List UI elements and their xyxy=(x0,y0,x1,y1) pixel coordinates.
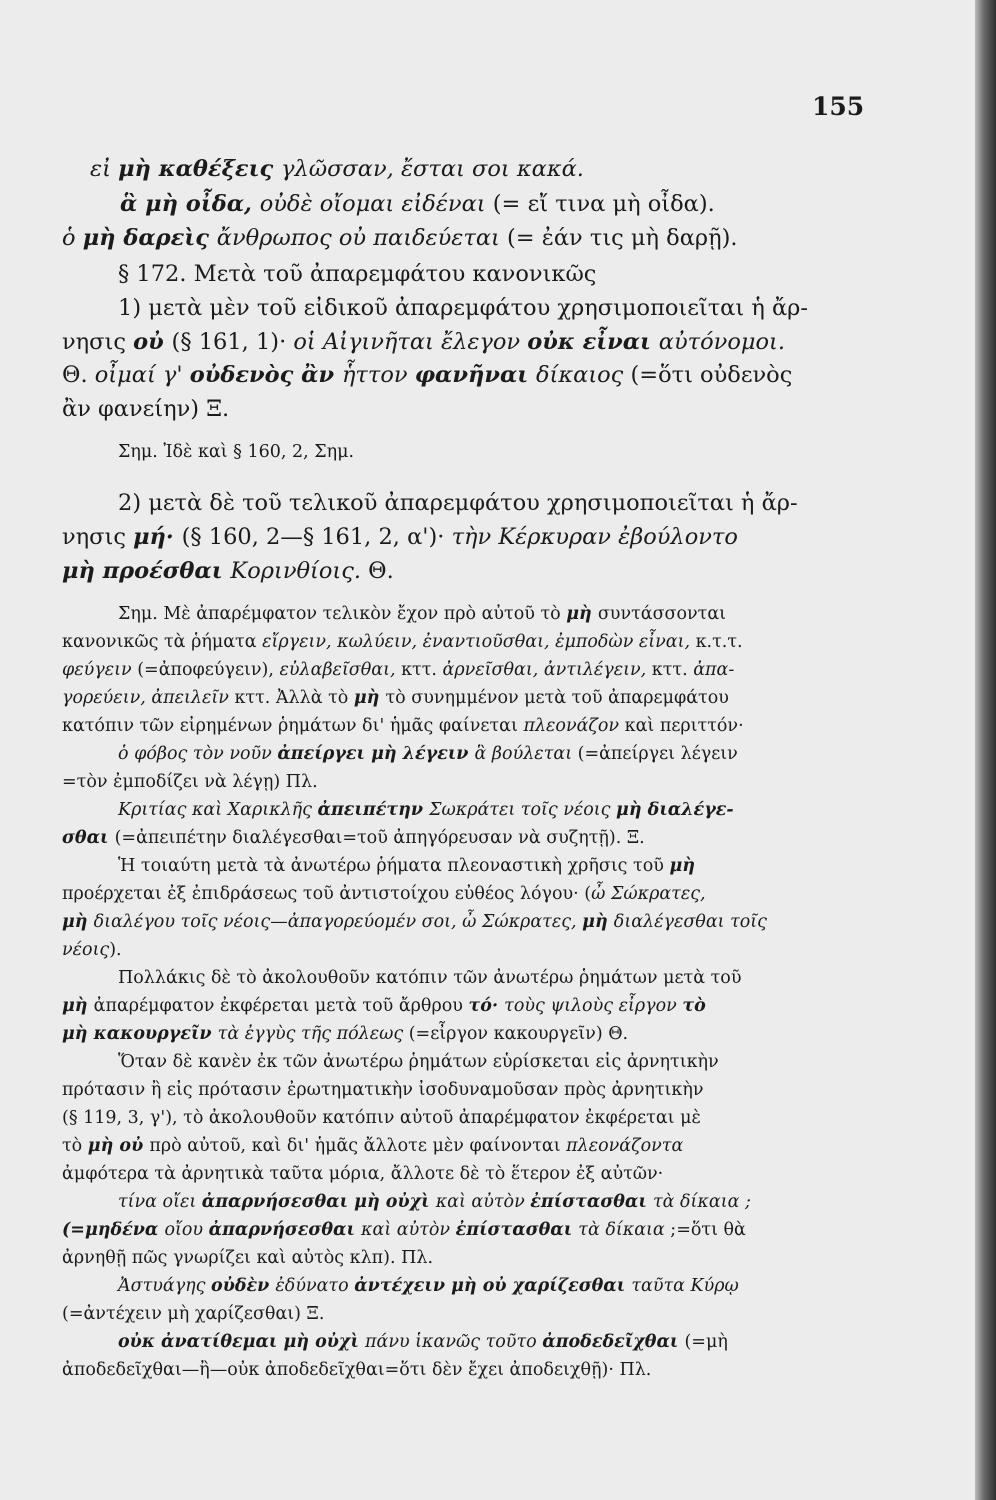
text-span: Σημ. Ἰδὲ καὶ § 160, 2, Σημ. xyxy=(118,442,355,462)
text-span: § 172. Μετὰ τοῦ ἀπαρεμφάτου κανονικῶς xyxy=(118,261,597,287)
text-span: Πολλάκις δὲ τὸ ἀκολουθοῦν κατόπιν τῶν ἀνωτέρω ῥημάτων μετὰ τοῦ xyxy=(118,968,742,988)
text-span: ὁ xyxy=(62,225,83,251)
text-line xyxy=(62,828,645,848)
text-span: καὶ περιττόν· xyxy=(624,716,744,736)
text-span: ἀποδεδεῖχθαι—ἢ—οὐκ ἀποδεδεῖχθαι=ὅτι δὲν ἔχει ἀποδειχθῇ)· Πλ. xyxy=(62,1360,652,1380)
text-span: (=ἀπείργει λέγειν xyxy=(577,744,738,764)
text-line xyxy=(62,772,318,792)
text-span: μὴ xyxy=(62,996,94,1016)
text-span: ἐδύνατο xyxy=(275,1276,355,1296)
text-span: εἴργειν, κωλύειν, ἐναντιοῦσθαι, ἐμποδὼν εἶναι, xyxy=(262,632,696,652)
text-span: οὐ xyxy=(133,329,172,355)
text-span: πλεονάζον xyxy=(523,716,625,736)
text-span: τό· xyxy=(468,996,505,1016)
text-span: ἐπίστασθαι xyxy=(455,1220,579,1240)
text-span: Κριτίας καὶ Χαρικλῆς xyxy=(118,800,318,820)
text-span: ;=ὅτι θὰ xyxy=(670,1220,746,1240)
text-span: κ.τ.τ. xyxy=(695,632,743,652)
text-line xyxy=(62,329,785,355)
text-span: Θ. xyxy=(62,362,95,388)
text-line xyxy=(118,1276,739,1296)
text-span: (§ 161, 1)· xyxy=(171,329,294,355)
text-line xyxy=(62,660,734,680)
text-span: ἀπαρέμφατον ἐκφέρεται μετὰ τοῦ ἄρθρου xyxy=(93,996,469,1016)
text-span: τὰ δίκαια ; xyxy=(652,1192,751,1212)
text-line xyxy=(62,1164,663,1184)
text-span: μὴ xyxy=(62,912,94,932)
text-line xyxy=(62,396,229,422)
text-span: πρὸ αὐτοῦ, καὶ δι' ἡμᾶς ἄλλοτε μὲν φαίνονται xyxy=(149,1136,567,1156)
text-span: τὸ xyxy=(682,996,706,1016)
text-line xyxy=(62,996,706,1016)
text-span: τὴν Κέρκυραν ἐβούλοντο xyxy=(451,524,738,550)
text-span: τὰ δίκαια xyxy=(578,1220,671,1240)
text-span: Σημ. Μὲ ἀπαρέμφατον τελικὸν ἔχον πρὸ αὐτοῦ τὸ xyxy=(118,604,567,624)
text-span: καὶ αὐτὸν xyxy=(361,1220,456,1240)
text-line xyxy=(62,558,394,584)
text-span: κανονικῶς τὰ ῥήματα xyxy=(62,632,263,652)
text-line xyxy=(118,1192,751,1212)
text-line xyxy=(62,1080,703,1100)
text-line xyxy=(62,524,738,550)
text-span: πλεονάζοντα xyxy=(566,1136,684,1156)
page-edge-shadow xyxy=(975,0,996,1500)
text-span: (= ἐάν τις μὴ δαρῇ). xyxy=(507,225,738,251)
text-span: (=ἀποφεύγειν), xyxy=(137,660,280,680)
text-line xyxy=(118,1332,728,1352)
text-span: ἀπαρνήσεσθαι μὴ οὐχὶ xyxy=(201,1192,436,1212)
text-span: (§ 119, 3, γ'), τὸ ἀκολουθοῦν κατόπιν αὐτοῦ ἀπαρέμφατον ἐκφέρεται μὲ xyxy=(62,1108,701,1128)
text-span: διαλέγου τοῖς νέοις—ἀπαγορεύομέν σοι, ὦ Σώκρατες, xyxy=(93,912,583,932)
text-line xyxy=(118,800,734,820)
text-span: ἃ μὴ οἶδα, xyxy=(120,191,260,217)
text-span: νέοις xyxy=(62,940,110,960)
text-span: (=μηδένα xyxy=(62,1220,165,1240)
text-line xyxy=(62,632,743,652)
text-span: (=μὴ xyxy=(684,1332,728,1352)
text-span: μὴ δαρεὶς xyxy=(82,225,217,251)
text-span: (=ἀπειπέτην διαλέγεσθαι=τοῦ ἀπηγόρευσαν νὰ συζητῇ). Ξ. xyxy=(114,828,645,848)
text-line xyxy=(62,1304,324,1324)
text-line xyxy=(118,1052,719,1072)
text-span: ἀπειπέτην xyxy=(317,800,430,820)
text-span: δίκαιος xyxy=(536,362,631,388)
text-span: Ἀστυάγης xyxy=(118,1276,212,1296)
text-span: ἃ βούλεται xyxy=(474,744,578,764)
text-span: μὴ xyxy=(582,912,614,932)
text-span: μὴ xyxy=(669,856,696,876)
text-span: ἧττον xyxy=(341,362,415,388)
text-span: (=ὅτι οὐδενὸς xyxy=(630,362,793,388)
text-span: μὴ xyxy=(566,604,598,624)
text-line xyxy=(120,191,715,217)
text-line xyxy=(62,1136,683,1156)
text-span: μὴ xyxy=(353,688,386,708)
text-span: τὸ συνημμένον μετὰ τοῦ ἀπαρεμφάτου xyxy=(385,688,729,708)
text-line xyxy=(62,884,706,904)
text-span: ταῦτα Κύρῳ xyxy=(631,1276,739,1296)
text-span: Ἡ τοιαύτη μετὰ τὰ ἀνωτέρω ῥήματα πλεοναστικὴ χρῆσις τοῦ xyxy=(118,856,670,876)
text-span: προέρχεται ἐξ ἐπιδράσεως τοῦ ἀντιστοίχου εὐθέος λόγου· ( xyxy=(62,884,592,904)
text-line xyxy=(118,856,695,876)
text-line xyxy=(62,1220,746,1240)
text-span: οἶμαί γ' xyxy=(94,362,190,388)
text-span: οἱ Αἰγινῆται ἔλεγον xyxy=(293,329,528,355)
text-span: ὁ φόβος τὸν νοῦν xyxy=(118,744,278,764)
text-span: κττ. Ἀλλὰ τὸ xyxy=(234,688,354,708)
text-span: ἐπίστασθαι xyxy=(530,1192,653,1212)
text-span: μή· xyxy=(133,524,182,550)
text-line xyxy=(62,940,122,960)
text-span: συντάσσονται xyxy=(597,604,727,624)
text-span: (= εἴ τινα μὴ οἶδα). xyxy=(492,191,715,217)
text-span: πάνυ ἱκανῶς τοῦτο xyxy=(365,1332,543,1352)
text-span: Κορινθίοις. xyxy=(230,558,369,584)
text-span: (=εἶργον κακουργεῖν) Θ. xyxy=(408,1024,629,1044)
text-span: φανῆναι xyxy=(414,362,536,388)
text-span: νησις xyxy=(62,329,134,355)
text-span: ἀρνεῖσθαι, ἀντιλέγειν, xyxy=(442,660,652,680)
text-span: τίνα οἴει xyxy=(118,1192,202,1212)
text-span: ἀντέχειν μὴ οὐ χαρίζεσθαι xyxy=(354,1276,632,1296)
text-span: μὴ διαλέγε- xyxy=(616,800,734,820)
text-span: κττ. xyxy=(651,660,694,680)
text-line xyxy=(118,261,596,287)
page-number: 155 xyxy=(812,92,865,121)
text-span: οὐδὲν xyxy=(211,1276,276,1296)
text-span: ἂν φανείην) Ξ. xyxy=(62,396,230,422)
text-span: καὶ αὐτὸν xyxy=(435,1192,531,1212)
text-span: οὐκ εἶναι xyxy=(527,329,659,355)
text-span: 2) μετὰ δὲ τοῦ τελικοῦ ἀπαρεμφάτου χρησιμοποιεῖται ἡ ἄρ- xyxy=(118,490,798,516)
text-span: αὐτόνομοι. xyxy=(658,329,786,355)
text-line xyxy=(118,744,738,764)
text-line xyxy=(62,1360,651,1380)
text-span: Σωκράτει τοῖς νέοις xyxy=(429,800,617,820)
text-span: διαλέγεσθαι τοῖς xyxy=(613,912,767,932)
text-span: (=ἀντέχειν μὴ χαρίζεσθαι) Ξ. xyxy=(62,1304,325,1324)
text-span: οὐδὲ οἴομαι εἰδέναι xyxy=(259,191,493,217)
text-span: ὦ Σώκρατες, xyxy=(591,884,706,904)
text-span: Ὅταν δὲ κανὲν ἐκ τῶν ἀνωτέρω ῥημάτων εὑρίσκεται εἰς ἀρνητικὴν xyxy=(118,1052,719,1072)
text-span: πρότασιν ἢ εἰς πρότασιν ἐρωτηματικὴν ἰσοδυναμοῦσαν πρὸς ἀρνητικὴν xyxy=(62,1080,704,1100)
text-span: ἀμφότερα τὰ ἀρνητικὰ ταῦτα μόρια, ἄλλοτε δὲ τὸ ἕτερον ἐξ αὐτῶν· xyxy=(62,1164,664,1184)
text-span: εὐλαβεῖσθαι, xyxy=(279,660,402,680)
text-line xyxy=(62,1248,433,1268)
text-span: ἀρνηθῇ πῶς γνωρίζει καὶ αὐτὸς κλπ). Πλ. xyxy=(62,1248,434,1268)
text-line xyxy=(118,490,798,516)
text-span: ἀποδεδεῖχθαι xyxy=(542,1332,685,1352)
text-line xyxy=(118,968,741,988)
text-line xyxy=(62,225,738,251)
text-span: τὸ xyxy=(62,1136,88,1156)
text-span: ). xyxy=(109,940,122,960)
text-span: οἴου xyxy=(164,1220,209,1240)
text-span: κατόπιν τῶν εἰρημένων ῥημάτων δι' ἡμᾶς φαίνεται xyxy=(62,716,524,736)
text-span: Θ. xyxy=(368,558,394,584)
text-span: μὴ προέσθαι xyxy=(62,558,231,584)
text-span: ἀπαρνήσεσθαι xyxy=(208,1220,362,1240)
text-span: σθαι xyxy=(62,828,115,848)
text-span: φεύγειν xyxy=(62,660,138,680)
text-span: τὰ ἐγγὺς τῆς πόλεως xyxy=(217,1024,409,1044)
text-line xyxy=(62,362,792,388)
text-span: ἀπείργει μὴ λέγειν xyxy=(277,744,475,764)
text-span: οὐκ ἀνατίθεμαι μὴ οὐχὶ xyxy=(118,1332,365,1352)
text-line xyxy=(62,688,729,708)
text-span: μὴ κακουργεῖν xyxy=(62,1024,218,1044)
text-line xyxy=(118,295,808,321)
text-line xyxy=(62,1108,701,1128)
text-span: εἰ xyxy=(90,156,119,182)
text-span: τοὺς ψιλοὺς εἶργον xyxy=(504,996,683,1016)
text-line xyxy=(62,912,767,932)
text-span: νησις xyxy=(62,524,134,550)
text-line xyxy=(118,604,726,624)
text-line xyxy=(90,156,584,182)
text-line xyxy=(62,716,744,736)
text-span: γορεύειν, ἀπειλεῖν xyxy=(62,688,235,708)
text-line xyxy=(62,1024,628,1044)
text-span: μὴ καθέξεις xyxy=(118,156,282,182)
text-span: γλῶσσαν, ἔσται σοι κακά. xyxy=(281,156,584,182)
text-span: ἀπα- xyxy=(693,660,735,680)
text-span: μὴ οὐ xyxy=(87,1136,150,1156)
text-span: ἄνθρωπος οὐ παιδεύεται xyxy=(216,225,507,251)
text-span: κττ. xyxy=(401,660,443,680)
text-span: (§ 160, 2—§ 161, 2, α')· xyxy=(181,524,452,550)
text-span: οὐδενὸς ἂν xyxy=(189,362,342,388)
text-line xyxy=(118,442,354,462)
text-span: =τὸν ἐμποδίζει νὰ λέγῃ) Πλ. xyxy=(62,772,318,792)
text-span: 1) μετὰ μὲν τοῦ εἰδικοῦ ἀπαρεμφάτου χρησιμοποιεῖται ἡ ἄρ- xyxy=(118,295,809,321)
